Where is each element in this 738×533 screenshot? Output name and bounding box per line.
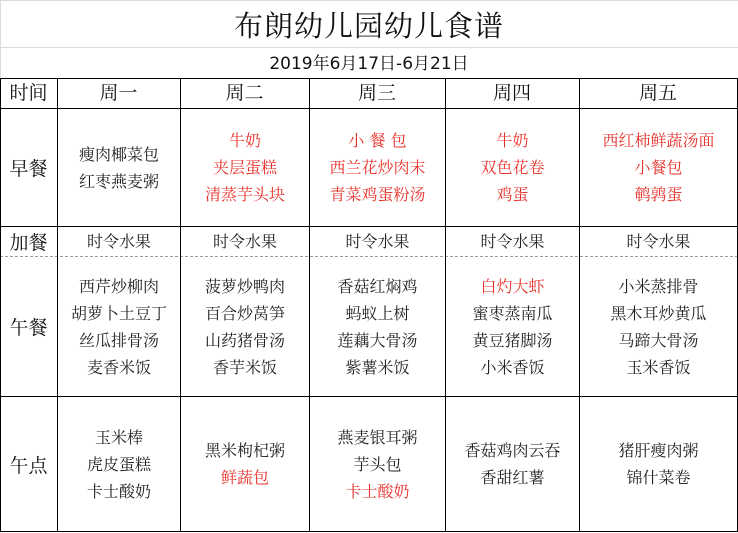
header-time-label: 时间	[9, 82, 48, 104]
header-day-tue: 周二	[225, 82, 264, 104]
menu-item: 莲藕大骨汤	[337, 330, 418, 350]
menu-item: 时令水果	[626, 232, 691, 251]
menu-item: 鹌鹑蛋	[634, 185, 683, 204]
menu-item: 鸡蛋	[496, 185, 529, 204]
menu-item: 时令水果	[345, 232, 410, 251]
menu-cell-breakfast-mon	[58, 109, 180, 226]
menu-item: 卡士酸奶	[86, 481, 151, 501]
header-day-thu: 周四	[492, 82, 531, 104]
header-day-mon: 周一	[99, 82, 138, 104]
header-day-wed: 周三	[357, 82, 396, 104]
menu-cell-snack-tue	[181, 227, 309, 256]
menu-item: 时令水果	[480, 232, 545, 251]
menu-cell-snack-thu	[446, 227, 579, 256]
menu-cell-snack-mon	[58, 227, 180, 256]
menu-item: 卡士酸奶	[345, 481, 410, 501]
menu-cell-afternoon-snack-tue	[181, 397, 309, 531]
menu-item: 紫薯米饭	[345, 357, 410, 377]
menu-item: 西红柿鲜蔬汤面	[602, 131, 715, 150]
menu-item: 燕麦银耳粥	[337, 427, 418, 447]
menu-item: 香甜红薯	[480, 468, 545, 487]
menu-cell-breakfast-tue	[181, 109, 309, 226]
row-label-snack: 加餐	[9, 232, 48, 254]
menu-item: 鲜蔬包	[220, 468, 269, 487]
menu-item: 香芋米饭	[212, 357, 277, 377]
menu-item: 猪肝瘦肉粥	[618, 441, 699, 460]
menu-item: 玉米棒	[94, 427, 143, 447]
menu-item: 锦什菜卷	[626, 468, 691, 487]
menu-item: 清蒸芋头块	[204, 185, 285, 204]
menu-item: 牛奶	[496, 131, 529, 150]
menu-item: 牛奶	[228, 131, 261, 150]
menu-cell-breakfast-wed	[310, 109, 445, 226]
date-range: 2019年6月17日-6月21日	[269, 54, 469, 74]
menu-item: 玉米香饭	[626, 357, 691, 377]
menu-item: 小餐包	[634, 158, 683, 177]
menu-item: 小米香饭	[480, 357, 545, 377]
menu-item: 芋头包	[353, 454, 402, 474]
menu-item: 虎皮蛋糕	[86, 454, 151, 474]
menu-item: 麦香米饭	[86, 357, 151, 377]
menu-item: 白灼大虾	[480, 276, 545, 296]
menu-item: 瘦肉椰菜包	[78, 144, 159, 164]
row-label-afternoon-snack: 午点	[9, 454, 48, 477]
menu-item: 小米蒸排骨	[618, 276, 699, 296]
menu-cell-afternoon-snack-thu	[446, 397, 579, 531]
menu-cell-lunch-wed	[310, 257, 445, 396]
menu-item: 马蹄大骨汤	[618, 330, 699, 350]
menu-item: 胡萝卜土豆丁	[70, 303, 167, 323]
menu-item: 夹层蛋糕	[212, 158, 277, 177]
menu-item: 小 餐 包	[348, 131, 407, 150]
page-title: 布朗幼儿园幼儿食谱	[233, 9, 504, 43]
menu-item: 时令水果	[212, 232, 277, 251]
menu-cell-lunch-tue	[181, 257, 309, 396]
menu-cell-lunch-thu	[446, 257, 579, 396]
menu-item: 西兰花炒肉末	[329, 158, 426, 177]
menu-item: 黄豆猪脚汤	[472, 330, 553, 350]
menu-item: 百合炒莴笋	[204, 303, 285, 323]
menu-cell-snack-wed	[310, 227, 445, 256]
row-label-lunch: 午餐	[9, 317, 48, 339]
header-day-fri: 周五	[638, 82, 677, 104]
menu-cell-afternoon-snack-mon	[58, 397, 180, 531]
menu-item: 黑米枸杞粥	[204, 441, 285, 460]
menu-item: 青菜鸡蛋粉汤	[329, 185, 426, 204]
menu-item: 香菇红焖鸡	[337, 276, 418, 296]
menu-item: 香菇鸡肉云吞	[464, 441, 561, 460]
menu-cell-lunch-fri	[580, 257, 737, 396]
menu-item: 双色花卷	[480, 158, 545, 177]
menu-cell-afternoon-snack-wed	[310, 397, 445, 531]
menu-item: 蚂蚁上树	[345, 303, 410, 323]
menu-cell-breakfast-thu	[446, 109, 579, 226]
menu-cell-afternoon-snack-fri	[580, 397, 737, 531]
menu-cell-snack-fri	[580, 227, 737, 256]
menu-item: 时令水果	[86, 232, 151, 251]
menu-item: 西芹炒柳肉	[78, 276, 159, 296]
menu-cell-lunch-mon	[58, 257, 180, 396]
row-label-breakfast: 早餐	[9, 158, 48, 180]
table-border-bottom	[0, 531, 738, 532]
menu-item: 丝瓜排骨汤	[78, 330, 159, 350]
sheet-gridline	[0, 0, 738, 1]
menu-item: 山药猪骨汤	[204, 330, 285, 350]
menu-cell-breakfast-fri	[580, 109, 737, 226]
menu-item: 蜜枣蒸南瓜	[472, 303, 553, 323]
menu-item: 红枣燕麦粥	[78, 171, 159, 191]
menu-item: 菠萝炒鸭肉	[204, 276, 285, 296]
menu-item: 黑木耳炒黄瓜	[610, 303, 707, 323]
